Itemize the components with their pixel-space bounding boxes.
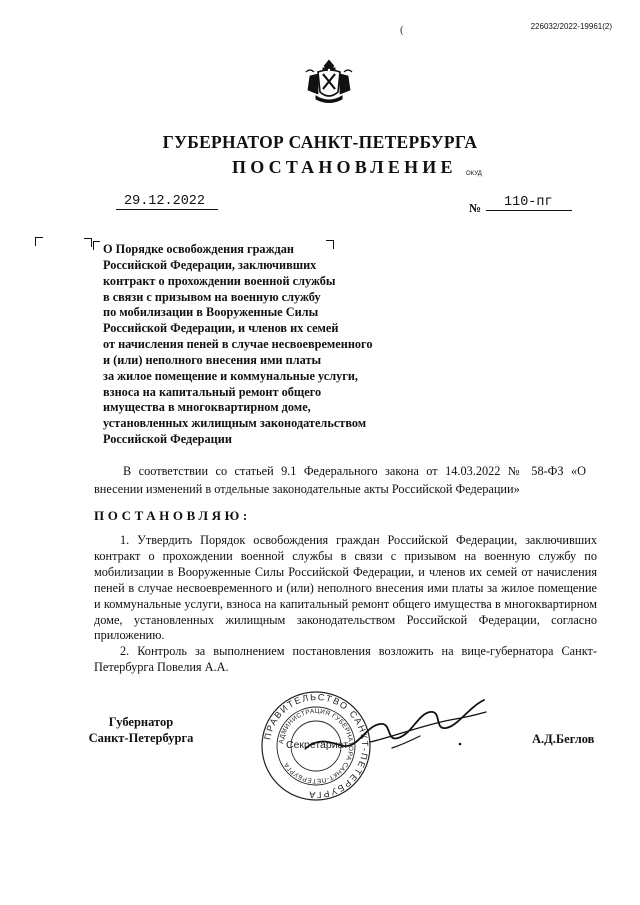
title-line: в связи с призывом на военную службу bbox=[103, 289, 321, 304]
signatory-name: А.Д.Беглов bbox=[532, 732, 595, 746]
resolution-item: 2. Контроль за выполнением постановления возложить на вице-губернатора Санкт-Петербурга Повелия А.А. bbox=[94, 644, 597, 675]
title-line: Российской Федерации, заключивших bbox=[103, 257, 317, 272]
title-line: и (или) неполного внесения ими платы bbox=[103, 352, 322, 367]
title-bracket-left bbox=[35, 237, 43, 246]
issuer-heading: ГУБЕРНАТОР САНКТ-ПЕТЕРБУРГА bbox=[162, 132, 478, 152]
signatory-position bbox=[66, 714, 216, 746]
stamp-outer-text: ПРАВИТЕЛЬСТВО САНКТ-ПЕТЕРБУРГА bbox=[262, 691, 371, 801]
resolve-heading: ПОСТАНОВЛЯЮ: bbox=[94, 508, 251, 523]
okud-label: ОКУД bbox=[466, 171, 482, 177]
preamble-paragraph: В соответствии со статьей 9.1 Федерального закона от 14.03.2022 № 58-ФЗ «О внесении изменений в отдельные законодательные акты Российской Федерации» bbox=[94, 464, 586, 496]
stamp-center-text: Секретариат bbox=[286, 739, 349, 751]
signatory-position-line: Губернатор bbox=[108, 715, 174, 729]
title-bracket-start bbox=[93, 241, 100, 250]
document-type-heading: ПОСТАНОВЛЕНИЕ bbox=[232, 157, 457, 177]
title-line: по мобилизации в Вооруженные Силы bbox=[103, 305, 319, 320]
signatory-position-line: Санкт-Петербурга bbox=[88, 731, 194, 745]
stamp-inner-text: АДМИНИСТРАЦИЯ ГУБЕРНАТОРА САНКТ-ПЕТЕРБУРГА bbox=[278, 707, 355, 785]
document-title bbox=[103, 242, 403, 448]
title-line: взноса на капитальный ремонт общего bbox=[103, 384, 322, 399]
title-line: Российской Федерации, и членов их семей bbox=[103, 321, 339, 336]
resolution-item: 1. Утвердить Порядок освобождения граждан Российской Федерации, заключивших контракт о прохождении военной службы в связи с призывом на военную службу по мобилизации в Вооруженные Силы Российской Федерации, и членов их семей от начисления пеней в случае несвоевременного и (или) неполного внесения ими платы за жилое помещение и коммунальные услуги, взноса на капитальный ремонт общего имущества в многоквартирном доме, установленных жилищным законодательством Российской Федерации, согласно приложению. bbox=[94, 533, 597, 643]
title-line: за жилое помещение и коммунальные услуги, bbox=[103, 368, 358, 383]
coat-of-arms-icon bbox=[302, 58, 356, 106]
handwritten-signature bbox=[300, 686, 490, 766]
title-line: имущества в многоквартирном доме, bbox=[103, 400, 311, 415]
document-number: 110-пг bbox=[486, 195, 572, 211]
handwritten-mark: ( bbox=[400, 24, 404, 36]
title-line: от начисления пеней в случае несвоевременного bbox=[103, 337, 373, 352]
title-bracket-mid bbox=[84, 238, 92, 247]
title-line: Российской Федерации bbox=[103, 432, 232, 447]
document-date: 29.12.2022 bbox=[116, 194, 218, 210]
title-line: установленных жилищным законодательством bbox=[103, 416, 367, 431]
resolution-items bbox=[94, 533, 597, 676]
title-line: О Порядке освобождения граждан bbox=[103, 242, 294, 256]
title-line: контракт о прохождении военной службы bbox=[103, 273, 336, 288]
number-label: № bbox=[469, 201, 482, 215]
doc-registration-number: 226032/2022-19961(2) bbox=[530, 22, 612, 31]
